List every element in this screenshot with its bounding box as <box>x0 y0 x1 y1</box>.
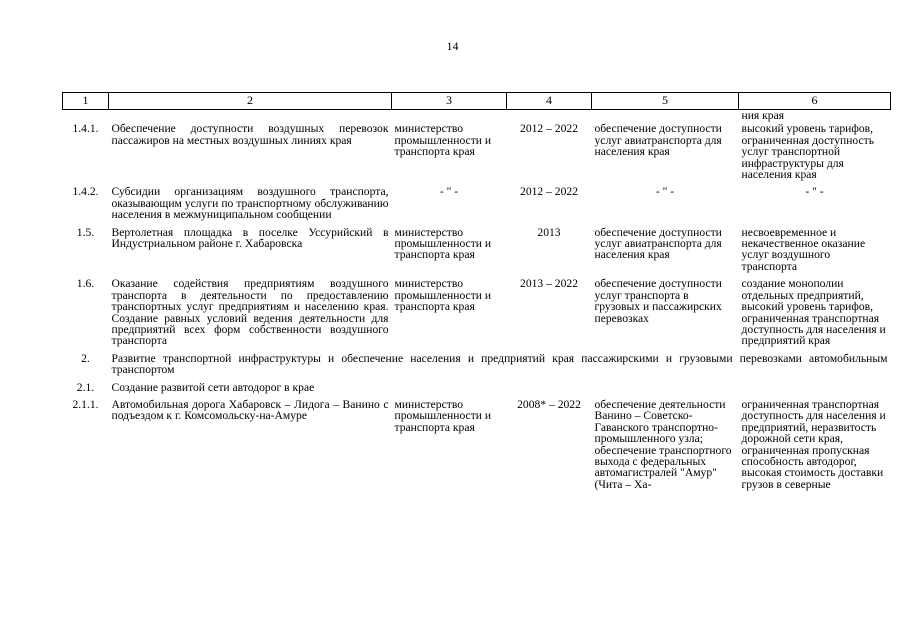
row-consequence: - " - <box>805 185 824 199</box>
row-years: 2012 – 2022 <box>520 122 578 136</box>
page-number: 14 <box>446 39 459 53</box>
row-result: обеспечение доступности услуг транспорта в грузовых и пассажирских перевозках <box>594 277 722 325</box>
row-result: обеспечение деятельности Ванино – Советско-Гаванского транспортно-промышленного узла; обеспечение транспортного выхода с федеральных автомагистралей "Амур" (Чита – Ха- <box>594 397 732 491</box>
subsection-row <box>63 382 891 399</box>
row-executor: - " - <box>439 185 459 199</box>
row-number: 1.6. <box>76 277 95 291</box>
table-row <box>63 186 891 226</box>
row-name: Автомобильная дорога Хабаровск – Лидога – Ванино с подъездом к г. Комсомольску-на-Амуре <box>111 397 389 423</box>
row-years: 2013 – 2022 <box>520 277 578 291</box>
row-consequence: несвоевременное и некачественное оказание услуг воздушного транспорта <box>741 225 866 273</box>
row-consequence: высокий уровень тарифов, ограниченная доступность услуг транспортной инфраструктуры для населения края <box>741 122 875 182</box>
header-col-1: 1 <box>63 93 109 110</box>
row-executor: министерство промышленности и транспорта края <box>394 397 492 434</box>
row-years: 2013 <box>537 225 561 239</box>
header-row <box>63 93 891 110</box>
row-years: 2012 – 2022 <box>520 185 578 199</box>
header-col-3: 3 <box>392 93 507 110</box>
header-col-2: 2 <box>109 93 392 110</box>
table-row <box>63 227 891 279</box>
section-row <box>63 353 891 382</box>
row-years: 2008* – 2022 <box>517 397 581 411</box>
table-row <box>63 399 891 496</box>
row-result: - " - <box>655 185 675 199</box>
subsection-title: Создание развитой сети автодорог в крае <box>111 380 315 394</box>
row-result: обеспечение доступности услуг авиатранспорта для населения края <box>594 225 722 262</box>
table-row <box>63 278 891 352</box>
row-number: 2.1.1. <box>72 397 99 411</box>
row-name: Обеспечение доступности воздушных перевозок пассажиров на местных воздушных линиях края <box>111 122 389 147</box>
row-name: Вертолетная площадка в поселке Уссурийский в Индустриальном районе г. Хабаровска <box>111 225 389 251</box>
row-number: 1.4.1. <box>72 122 99 136</box>
row-executor: министерство промышленности и транспорта края <box>394 122 492 159</box>
carry-row <box>63 110 891 124</box>
program-table <box>62 92 891 496</box>
row-consequence: создание монополии отдельных предприятий, высокий уровень тарифов, ограниченная транспортная доступность для населения и предприятий края <box>741 277 886 348</box>
row-executor: министерство промышленности и транспорта края <box>394 277 492 314</box>
row-name: Оказание содействия предприятиям воздушного транспорта в деятельности по предоставлению транспортных услуг предприятиям и населению края. Создание равных условий ведения деятельности для предприятий всех форм собственности воздушного транспорта <box>111 277 389 348</box>
table-row <box>63 123 891 186</box>
subsection-number: 2.1. <box>76 380 95 394</box>
carry-text: ния края <box>741 109 785 122</box>
row-name: Субсидии организациям воздушного транспорта, оказывающим услуги по транспортному обслуживанию населения в межмуниципальном сообщении <box>111 185 389 222</box>
header-col-5: 5 <box>592 93 739 110</box>
header-col-4: 4 <box>507 93 592 110</box>
row-number: 1.4.2. <box>72 185 99 199</box>
row-executor: министерство промышленности и транспорта края <box>394 225 492 262</box>
header-col-6: 6 <box>739 93 891 110</box>
section-number: 2. <box>81 351 90 365</box>
row-consequence: ограниченная транспортная доступность для населения и предприятий, неразвитость дорожной сети края, ограниченная пропускная способность автодорог, высокая стоимость доставки грузов в северные <box>741 397 886 491</box>
row-result: обеспечение доступности услуг авиатранспорта для населения края <box>594 122 722 159</box>
section-title: Развитие транспортной инфраструктуры и обеспечение населения и предприятий края пассажирскими и грузовыми перевозками автомобильным транспортом <box>111 351 888 377</box>
row-number: 1.5. <box>76 225 95 239</box>
